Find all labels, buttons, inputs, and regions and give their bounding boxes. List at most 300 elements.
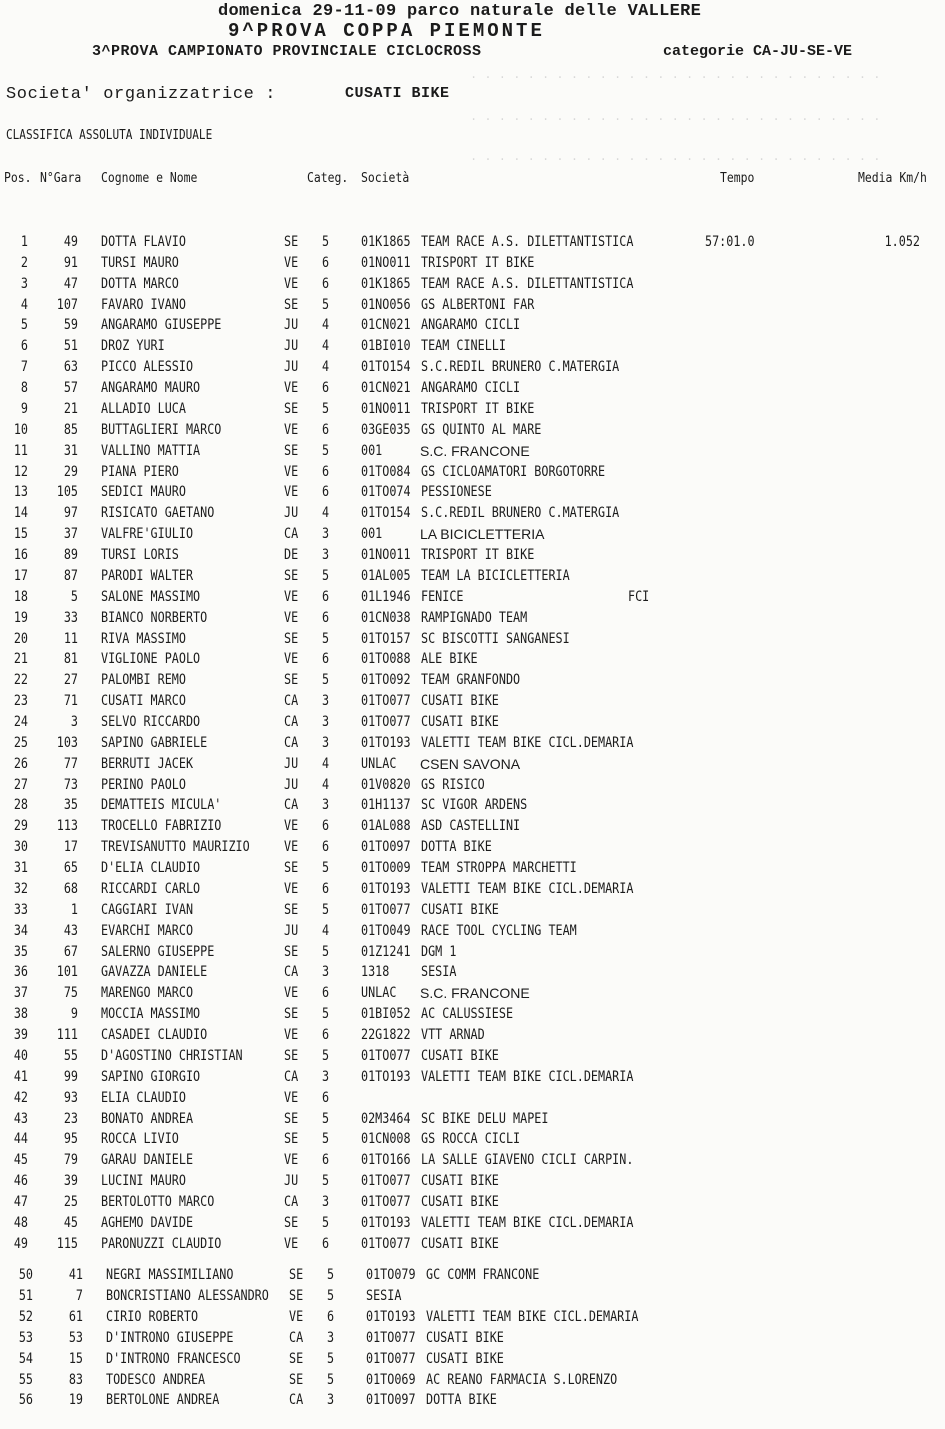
category-level-cell: 5: [327, 1267, 335, 1283]
category-cell: JU: [284, 755, 299, 772]
position-cell: 37: [13, 985, 28, 1002]
category-level-cell: 6: [327, 1308, 335, 1325]
category-level-cell: 3: [327, 1329, 335, 1346]
category-level-cell: 4: [322, 359, 330, 376]
category-cell: SE: [284, 442, 299, 459]
classification-title: CLASSIFICA ASSOLUTA INDIVIDUALE: [6, 128, 213, 143]
position-cell: 32: [13, 880, 28, 897]
table-row: [0, 983, 945, 1003]
club-name-cell: VALETTI TEAM BIKE CICL.DEMARIA: [426, 1308, 639, 1325]
position-cell: 36: [13, 964, 28, 981]
rider-name-cell: CAGGIARI IVAN: [101, 901, 194, 918]
table-row: [0, 482, 945, 502]
club-name-cell: SC BIKE DELU MAPEI: [421, 1110, 549, 1127]
category-level-cell: 6: [322, 463, 330, 480]
club-name-cell: GS RISICO: [421, 776, 485, 793]
club-name-cell: CUSATI BIKE: [421, 1047, 499, 1064]
club-code-cell: 01BI010: [361, 338, 411, 355]
bib-number-cell: 71: [63, 693, 78, 710]
club-name-cell: ANGARAMO CICLI: [421, 380, 521, 397]
organizer-label: Societa' organizzatrice :: [6, 85, 277, 104]
position-cell: 25: [13, 734, 28, 751]
event-title: 9^PROVA COPPA PIEMONTE: [228, 20, 545, 42]
club-code-cell: 03GE035: [361, 421, 411, 438]
bib-number-cell: 43: [63, 922, 78, 939]
position-cell: 11: [13, 442, 28, 459]
club-name-cell: CSEN SAVONA: [420, 755, 521, 772]
table-row: [0, 608, 945, 628]
table-row: [0, 253, 945, 273]
rider-name-cell: VALLINO MATTIA: [101, 442, 201, 459]
position-cell: 1: [20, 234, 28, 250]
bib-number-cell: 1: [70, 901, 78, 918]
category-level-cell: 6: [322, 1027, 330, 1044]
position-cell: 12: [13, 463, 28, 480]
table-row: [0, 900, 945, 920]
bib-number-cell: 85: [63, 421, 78, 438]
club-code-cell: 01AL088: [361, 818, 411, 835]
club-name-cell: GS ALBERTONI FAR: [421, 296, 535, 313]
bib-number-cell: 33: [63, 609, 78, 626]
rider-name-cell: BUTTAGLIERI MARCO: [101, 421, 222, 438]
category-level-cell: 6: [322, 1152, 330, 1169]
category-cell: SE: [284, 1131, 299, 1148]
table-row: [0, 1265, 945, 1285]
club-code-cell: 01TO193: [361, 1214, 411, 1231]
club-name-cell: TEAM LA BICICLETTERIA: [421, 567, 570, 584]
category-cell: SE: [289, 1287, 304, 1304]
category-level-cell: 6: [322, 1089, 330, 1106]
position-cell: 13: [13, 484, 28, 501]
category-cell: VE: [284, 275, 299, 292]
club-name-cell: DGM 1: [421, 943, 457, 960]
position-cell: 46: [13, 1173, 28, 1190]
bib-number-cell: 87: [63, 567, 78, 584]
category-level-cell: 4: [322, 776, 330, 793]
position-cell: 23: [13, 693, 28, 710]
bib-number-cell: 105: [56, 484, 78, 501]
table-row: [0, 1004, 945, 1024]
club-name-cell: GS ROCCA CICLI: [421, 1131, 521, 1148]
table-row: [0, 921, 945, 941]
club-code-cell: 01TO092: [361, 672, 411, 689]
event-date-location: domenica 29-11-09 parco naturale delle VALLERE: [218, 2, 702, 21]
club-name-cell: SC VIGOR ARDENS: [421, 797, 528, 814]
club-code-cell: 01TO077: [361, 714, 411, 730]
table-row: [0, 399, 945, 419]
rider-name-cell: BERTOLONE ANDREA: [106, 1392, 220, 1409]
bib-number-cell: 91: [63, 254, 78, 271]
club-name-cell: GS CICLOAMATORI BORGOTORRE: [421, 463, 606, 480]
category-cell: VE: [289, 1308, 304, 1325]
club-name-cell: TEAM RACE A.S. DILETTANTISTICA: [421, 234, 634, 250]
category-cell: SE: [284, 567, 299, 584]
table-row: [0, 587, 945, 607]
club-name-cell: GC COMM FRANCONE: [426, 1267, 540, 1283]
category-level-cell: 5: [322, 860, 330, 877]
club-code-cell: 01TO193: [366, 1308, 416, 1325]
table-row: [0, 1234, 945, 1254]
position-cell: 10: [13, 421, 28, 438]
table-row: [0, 1192, 945, 1212]
category-cell: DE: [284, 547, 299, 564]
club-name-cell: CUSATI BIKE: [421, 693, 499, 710]
category-level-cell: 5: [322, 1047, 330, 1064]
category-level-cell: 5: [322, 630, 330, 647]
rider-name-cell: TROCELLO FABRIZIO: [101, 818, 222, 835]
club-name-cell: TEAM CINELLI: [421, 338, 506, 355]
rider-name-cell: BERRUTI JACEK: [101, 755, 194, 772]
rider-name-cell: RICCARDI CARLO: [101, 880, 201, 897]
position-cell: 17: [13, 567, 28, 584]
bib-number-cell: 39: [63, 1173, 78, 1190]
position-cell: 20: [13, 630, 28, 647]
position-cell: 44: [13, 1131, 28, 1148]
rider-name-cell: DOTTA FLAVIO: [101, 234, 186, 250]
column-header-pos: Pos.: [4, 171, 32, 186]
club-name-cell: SC BISCOTTI SANGANESI: [421, 630, 570, 647]
club-name-cell: S.C.REDIL BRUNERO C.MATERGIA: [421, 359, 620, 376]
club-code-cell: 01TO077: [361, 1194, 411, 1211]
club-name-cell: VALETTI TEAM BIKE CICL.DEMARIA: [421, 880, 634, 897]
bib-number-cell: 15: [68, 1350, 83, 1367]
rider-name-cell: RIVA MASSIMO: [101, 630, 186, 647]
bib-number-cell: 99: [63, 1068, 78, 1085]
club-code-cell: 01NO056: [361, 296, 411, 313]
rider-name-cell: DEMATTEIS MICULA': [101, 797, 222, 814]
bib-number-cell: 101: [56, 964, 78, 981]
bib-number-cell: 41: [68, 1267, 83, 1283]
category-level-cell: 5: [322, 234, 330, 250]
rider-name-cell: RISICATO GAETANO: [101, 505, 215, 522]
table-row: [0, 462, 945, 482]
bleed-through-text: . . . . . . . . . . . . . . . . . . . . . . . . . . . . .: [470, 150, 881, 164]
bleed-through-text: . . . . . . . . . . . . . . . . . . . . . . . . . . . . .: [470, 110, 881, 124]
club-code-cell: 01TO193: [361, 880, 411, 897]
category-cell: VE: [284, 380, 299, 397]
event-categories: categorie CA-JU-SE-VE: [663, 43, 853, 60]
event-subtitle: 3^PROVA CAMPIONATO PROVINCIALE CICLOCROSS: [92, 43, 482, 60]
club-code-cell: 1318: [361, 964, 390, 981]
bib-number-cell: 107: [56, 296, 78, 313]
category-cell: VE: [284, 609, 299, 626]
bib-number-cell: 35: [63, 797, 78, 814]
position-cell: 56: [18, 1392, 33, 1409]
position-cell: 52: [18, 1308, 33, 1325]
rider-name-cell: ROCCA LIVIO: [101, 1131, 179, 1148]
rider-name-cell: CASADEI CLAUDIO: [101, 1027, 208, 1044]
category-cell: JU: [284, 338, 299, 355]
rider-name-cell: GARAU DANIELE: [101, 1152, 194, 1169]
club-code-cell: 01NO011: [361, 400, 411, 417]
table-row: [0, 649, 945, 669]
rider-name-cell: TREVISANUTTO MAURIZIO: [101, 839, 250, 856]
bib-number-cell: 89: [63, 547, 78, 564]
rider-name-cell: SAPINO GABRIELE: [101, 734, 208, 751]
club-name-cell: TRISPORT IT BIKE: [421, 400, 535, 417]
table-row: [0, 691, 945, 711]
bib-number-cell: 57: [63, 380, 78, 397]
position-cell: 26: [13, 755, 28, 772]
rider-name-cell: TODESCO ANDREA: [106, 1371, 206, 1388]
category-level-cell: 3: [322, 964, 330, 981]
category-cell: CA: [284, 526, 299, 543]
rider-name-cell: PARODI WALTER: [101, 567, 194, 584]
position-cell: 29: [13, 818, 28, 835]
category-level-cell: 6: [322, 254, 330, 271]
position-cell: 21: [13, 651, 28, 668]
category-level-cell: 6: [322, 588, 330, 605]
club-name-cell: VTT ARNAD: [421, 1027, 485, 1044]
rider-name-cell: BERTOLOTTO MARCO: [101, 1194, 215, 1211]
table-row: [0, 295, 945, 315]
club-code-cell: 01CN008: [361, 1131, 411, 1148]
club-code-cell: 01L1946: [361, 588, 411, 605]
category-cell: SE: [284, 901, 299, 918]
rider-name-cell: EVARCHI MARCO: [101, 922, 194, 939]
bib-number-cell: 59: [63, 317, 78, 334]
category-level-cell: 5: [322, 901, 330, 918]
club-code-cell: 01TO193: [361, 734, 411, 751]
category-level-cell: 3: [322, 734, 330, 751]
category-cell: CA: [284, 1194, 299, 1211]
club-name-cell: S.C. FRANCONE: [420, 985, 530, 1002]
category-level-cell: 5: [322, 400, 330, 417]
club-code-cell: 01TO157: [361, 630, 411, 647]
club-name-cell: FENICE: [421, 588, 464, 605]
club-name-cell: PESSIONESE: [421, 484, 492, 501]
category-level-cell: 6: [322, 484, 330, 501]
bib-number-cell: 11: [63, 630, 78, 647]
club-name-cell: VALETTI TEAM BIKE CICL.DEMARIA: [421, 1214, 634, 1231]
club-name-cell: CUSATI BIKE: [426, 1350, 504, 1367]
category-level-cell: 3: [322, 797, 330, 814]
position-cell: 51: [18, 1287, 33, 1304]
club-name-cell: LA BICICLETTERIA: [420, 526, 545, 543]
category-level-cell: 3: [322, 1068, 330, 1085]
club-code-cell: 01TO009: [361, 860, 411, 877]
category-level-cell: 5: [322, 1131, 330, 1148]
rider-name-cell: SALERNO GIUSEPPE: [101, 943, 215, 960]
table-row: [0, 1349, 945, 1369]
club-code-cell: 01K1865: [361, 234, 411, 250]
category-cell: VE: [284, 839, 299, 856]
bib-number-cell: 27: [63, 672, 78, 689]
table-row: [0, 795, 945, 815]
bib-number-cell: 75: [63, 985, 78, 1002]
column-header-category: Categ.: [307, 171, 349, 186]
federation-cell: FCI: [628, 588, 650, 605]
rider-name-cell: MARENGO MARCO: [101, 985, 194, 1002]
rider-name-cell: D'AGOSTINO CHRISTIAN: [101, 1047, 243, 1064]
bib-number-cell: 83: [68, 1371, 83, 1388]
category-cell: JU: [284, 359, 299, 376]
club-name-cell: LA SALLE GIAVENO CICLI CARPIN.: [421, 1152, 634, 1169]
rider-name-cell: D'INTRONO FRANCESCO: [106, 1350, 241, 1367]
speed-cell: 1.052: [884, 234, 920, 250]
club-name-cell: CUSATI BIKE: [421, 1173, 499, 1190]
rider-name-cell: PERINO PAOLO: [101, 776, 186, 793]
position-cell: 6: [20, 338, 28, 355]
category-cell: JU: [284, 317, 299, 334]
club-code-cell: 01TO077: [366, 1350, 416, 1367]
position-cell: 53: [18, 1329, 33, 1346]
column-header-bib: N°Gara: [40, 171, 82, 186]
club-name-cell: CUSATI BIKE: [421, 901, 499, 918]
club-code-cell: UNLAC: [361, 755, 397, 772]
table-row: [0, 232, 945, 252]
position-cell: 22: [13, 672, 28, 689]
table-row: [0, 670, 945, 690]
bib-number-cell: 25: [63, 1194, 78, 1211]
club-name-cell: ASD CASTELLINI: [421, 818, 521, 835]
category-level-cell: 5: [322, 296, 330, 313]
category-cell: SE: [284, 1110, 299, 1127]
club-code-cell: 001: [361, 526, 383, 543]
table-row: [0, 1088, 945, 1108]
table-row: [0, 420, 945, 440]
category-cell: VE: [284, 1152, 299, 1169]
position-cell: 2: [20, 254, 28, 271]
position-cell: 54: [18, 1350, 33, 1367]
club-name-cell: CUSATI BIKE: [421, 714, 499, 730]
club-name-cell: ANGARAMO CICLI: [421, 317, 521, 334]
bib-number-cell: 77: [63, 755, 78, 772]
table-row: [0, 837, 945, 857]
bib-number-cell: 31: [63, 442, 78, 459]
bib-number-cell: 115: [56, 1235, 78, 1252]
category-level-cell: 6: [322, 275, 330, 292]
club-code-cell: 01CN021: [361, 317, 411, 334]
rider-name-cell: PALOMBI REMO: [101, 672, 186, 689]
position-cell: 40: [13, 1047, 28, 1064]
category-level-cell: 4: [322, 338, 330, 355]
category-cell: VE: [284, 463, 299, 480]
category-level-cell: 5: [322, 672, 330, 689]
bib-number-cell: 111: [56, 1027, 78, 1044]
rider-name-cell: ELIA CLAUDIO: [101, 1089, 186, 1106]
bib-number-cell: 53: [68, 1329, 83, 1346]
table-row: [0, 503, 945, 523]
category-level-cell: 5: [327, 1371, 335, 1388]
category-level-cell: 4: [322, 755, 330, 772]
organizer-name: CUSATI BIKE: [345, 85, 450, 102]
club-name-cell: CUSATI BIKE: [426, 1329, 504, 1346]
club-code-cell: 01TO088: [361, 651, 411, 668]
club-code-cell: 01TO077: [366, 1329, 416, 1346]
category-level-cell: 3: [322, 547, 330, 564]
bib-number-cell: 7: [75, 1287, 83, 1304]
rider-name-cell: DOTTA MARCO: [101, 275, 179, 292]
bib-number-cell: 95: [63, 1131, 78, 1148]
table-row: [0, 1213, 945, 1233]
position-cell: 34: [13, 922, 28, 939]
position-cell: 27: [13, 776, 28, 793]
column-header-name: Cognome e Nome: [101, 171, 198, 186]
category-level-cell: 6: [322, 985, 330, 1002]
category-level-cell: 5: [322, 1006, 330, 1023]
table-row: [0, 1171, 945, 1191]
category-level-cell: 3: [327, 1392, 335, 1409]
position-cell: 28: [13, 797, 28, 814]
club-name-cell: DOTTA BIKE: [426, 1392, 497, 1409]
rider-name-cell: CUSATI MARCO: [101, 693, 186, 710]
category-cell: SE: [284, 234, 299, 250]
category-level-cell: 5: [322, 442, 330, 459]
rider-name-cell: SEDICI MAURO: [101, 484, 186, 501]
position-cell: 43: [13, 1110, 28, 1127]
table-row: [0, 274, 945, 294]
club-code-cell: 01TO193: [361, 1068, 411, 1085]
club-name-cell: AC REANO FARMACIA S.LORENZO: [426, 1371, 618, 1388]
rider-name-cell: SELVO RICCARDO: [101, 714, 201, 730]
column-header-time: Tempo: [720, 171, 755, 186]
table-row: [0, 1328, 945, 1348]
rider-name-cell: ANGARAMO GIUSEPPE: [101, 317, 222, 334]
rider-name-cell: AGHEMO DAVIDE: [101, 1214, 194, 1231]
table-row: [0, 942, 945, 962]
table-row: [0, 1046, 945, 1066]
rider-name-cell: D'INTRONO GIUSEPPE: [106, 1329, 234, 1346]
club-code-cell: 01TO097: [361, 839, 411, 856]
bib-number-cell: 81: [63, 651, 78, 668]
club-code-cell: 01TO097: [366, 1392, 416, 1409]
position-cell: 35: [13, 943, 28, 960]
club-code-cell: 01Z1241: [361, 943, 411, 960]
category-level-cell: 5: [322, 1173, 330, 1190]
club-code-cell: 01TO074: [361, 484, 411, 501]
category-cell: SE: [289, 1267, 304, 1283]
category-level-cell: 6: [322, 839, 330, 856]
position-cell: 47: [13, 1194, 28, 1211]
rider-name-cell: SALONE MASSIMO: [101, 588, 201, 605]
table-row: [0, 1109, 945, 1129]
category-cell: JU: [284, 505, 299, 522]
category-cell: SE: [284, 400, 299, 417]
rider-name-cell: ANGARAMO MAURO: [101, 380, 201, 397]
category-cell: CA: [284, 1068, 299, 1085]
bib-number-cell: 113: [56, 818, 78, 835]
category-level-cell: 5: [322, 1110, 330, 1127]
category-level-cell: 5: [322, 1214, 330, 1231]
bib-number-cell: 67: [63, 943, 78, 960]
table-row: [0, 1390, 945, 1410]
club-name-cell: TEAM GRANFONDO: [421, 672, 521, 689]
bib-number-cell: 51: [63, 338, 78, 355]
category-cell: JU: [284, 776, 299, 793]
table-row: [0, 1370, 945, 1390]
club-code-cell: 01TO154: [361, 359, 411, 376]
category-level-cell: 4: [322, 317, 330, 334]
position-cell: 48: [13, 1214, 28, 1231]
table-row: [0, 336, 945, 356]
rider-name-cell: GAVAZZA DANIELE: [101, 964, 208, 981]
club-name-cell: TRISPORT IT BIKE: [421, 254, 535, 271]
category-cell: VE: [284, 421, 299, 438]
club-code-cell: 01TO079: [366, 1267, 416, 1283]
table-row: [0, 1129, 945, 1149]
club-name-cell: RACE TOOL CYCLING TEAM: [421, 922, 577, 939]
position-cell: 19: [13, 609, 28, 626]
bib-number-cell: 97: [63, 505, 78, 522]
rider-name-cell: PARONUZZI CLAUDIO: [101, 1235, 222, 1252]
bib-number-cell: 5: [70, 588, 78, 605]
rider-name-cell: MOCCIA MASSIMO: [101, 1006, 201, 1023]
table-row: [0, 524, 945, 544]
table-row: [0, 357, 945, 377]
club-code-cell: 01K1865: [361, 275, 411, 292]
table-row: [0, 879, 945, 899]
